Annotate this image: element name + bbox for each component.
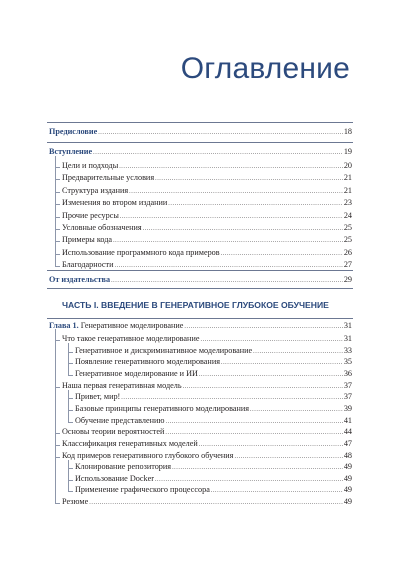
toc-entry[interactable] <box>75 368 352 380</box>
tree-line <box>68 343 69 375</box>
toc-entry[interactable] <box>75 415 352 427</box>
entry-page: 36 <box>343 368 352 378</box>
entry-page: 25 <box>343 235 352 245</box>
entry-page: 18 <box>343 127 352 136</box>
part-title: ВВЕДЕНИЕ В ГЕНЕРАТИВНОЕ ГЛУБОКОЕ ОБУЧЕНИЕ <box>101 300 329 310</box>
entry-label: От издательства <box>49 275 111 284</box>
entry-page: 23 <box>343 198 352 208</box>
dot-leader <box>98 127 343 139</box>
entry-page: 33 <box>343 345 352 355</box>
tree-line <box>68 422 73 423</box>
tree-line <box>55 156 56 266</box>
tree-line <box>55 266 60 267</box>
entry-label: Наша первая генеративная модель <box>62 380 182 390</box>
entry-label: Изменения во втором издании <box>62 198 168 208</box>
entry-page: 39 <box>343 403 352 413</box>
entry-label: Прочие ресурсы <box>62 210 119 220</box>
dot-leader <box>184 321 342 333</box>
entry-label: Предисловие <box>49 127 98 136</box>
entry-page: 35 <box>343 357 352 367</box>
entry-page: 24 <box>343 210 352 220</box>
dot-leader <box>120 211 343 223</box>
toc-entry-intro[interactable] <box>49 146 352 158</box>
tree-line <box>68 390 69 422</box>
entry-label: Вступление <box>49 147 93 156</box>
entry-label: Резюме <box>62 497 89 507</box>
entry-label: Основы теории вероятностей <box>62 427 165 437</box>
toc-entry[interactable] <box>62 172 352 184</box>
entry-label: Появление генеративного моделирования <box>75 357 220 367</box>
entry-label: Код примеров генеративного глубокого обучения <box>62 450 234 460</box>
divider <box>47 142 353 143</box>
toc-entry[interactable] <box>62 333 352 345</box>
entry-label: Структура издания <box>62 185 129 195</box>
entry-page: 26 <box>343 247 352 257</box>
toc-entry[interactable] <box>62 450 352 462</box>
tree-line <box>68 491 73 492</box>
toc-entry[interactable] <box>62 222 352 234</box>
entry-label: Условные обозначения <box>62 223 142 232</box>
entry-label: Использование Docker <box>75 473 154 483</box>
toc-entry-preface[interactable] <box>49 126 352 138</box>
dot-leader <box>93 147 343 159</box>
toc-entry[interactable] <box>62 185 352 197</box>
entry-page: 37 <box>343 380 352 390</box>
toc-entry[interactable] <box>62 380 352 392</box>
toc-entry[interactable] <box>62 197 352 209</box>
toc-entry[interactable] <box>75 473 352 485</box>
tree-line <box>68 460 69 492</box>
entry-label: Примеры кода <box>62 235 113 245</box>
part-prefix: ЧАСТЬ I. <box>62 300 99 310</box>
entry-page: 21 <box>343 185 352 195</box>
entry-label: Классификация генеративных моделей <box>62 438 198 448</box>
entry-page: 49 <box>343 462 352 472</box>
tree-line <box>55 329 56 503</box>
toc-entry[interactable] <box>62 210 352 222</box>
entry-label: Привет, мир! <box>75 392 121 402</box>
entry-label: Базовые принципы генеративного моделирования <box>75 403 250 413</box>
entry-label: Что такое генеративное моделирование <box>62 334 200 343</box>
dot-leader <box>89 497 343 509</box>
chapter-prefix: Глава 1. <box>49 321 79 330</box>
part-heading <box>62 300 329 310</box>
page-title: Оглавление <box>180 52 350 85</box>
entry-page: 31 <box>343 321 352 330</box>
entry-page: 29 <box>343 275 352 284</box>
dot-leader <box>155 173 343 185</box>
chapter-title: Генеративное моделирование <box>80 321 184 330</box>
dot-leader <box>113 235 343 247</box>
toc-entry[interactable] <box>75 403 352 415</box>
entry-page: 20 <box>343 161 352 170</box>
entry-label: Использование программного кода примеров <box>62 247 220 257</box>
tree-line <box>68 375 73 376</box>
entry-label: Генеративное и дискриминативное моделирование <box>75 345 253 355</box>
toc-entry[interactable] <box>62 160 352 172</box>
entry-page: 21 <box>343 173 352 183</box>
toc-entry-publisher[interactable] <box>49 274 352 286</box>
entry-page: 25 <box>343 223 352 232</box>
entry-page: 37 <box>343 392 352 402</box>
entry-page: 49 <box>343 497 352 507</box>
entry-label: Генеративное моделирование и ИИ <box>75 368 198 378</box>
dot-leader <box>143 223 343 235</box>
dot-leader <box>129 186 343 198</box>
entry-page: 19 <box>343 147 352 156</box>
divider <box>47 122 353 123</box>
toc-entry[interactable] <box>75 356 352 368</box>
divider <box>47 318 353 319</box>
entry-label: Цели и подходы <box>62 161 119 170</box>
entry-label: Благодарности <box>62 260 114 270</box>
entry-label: Клонирование репозитория <box>75 462 172 472</box>
entry-page: 44 <box>343 427 352 437</box>
toc-entry-chapter-1[interactable] <box>49 320 352 332</box>
entry-label: Предварительные условия <box>62 173 155 183</box>
entry-page: 49 <box>343 473 352 483</box>
entry-page: 31 <box>343 334 352 343</box>
divider <box>47 288 353 289</box>
toc-entry[interactable] <box>62 426 352 438</box>
entry-page: 49 <box>343 485 352 495</box>
entry-page: 47 <box>343 438 352 448</box>
entry-label: Обучение представлению <box>75 415 165 425</box>
dot-leader <box>168 198 343 210</box>
entry-label: Применение графического процессора <box>75 485 210 495</box>
dot-leader <box>119 161 343 173</box>
toc-entry[interactable] <box>75 391 352 403</box>
toc-entry[interactable] <box>75 484 352 496</box>
divider <box>47 270 353 271</box>
entry-page: 48 <box>343 450 352 460</box>
toc-entry[interactable] <box>75 461 352 473</box>
toc-entry[interactable] <box>75 345 352 357</box>
dot-leader <box>221 248 343 260</box>
toc-entry[interactable] <box>62 438 352 450</box>
entry-page: 41 <box>343 415 352 425</box>
dot-leader <box>111 275 343 287</box>
toc-entry[interactable] <box>62 234 352 246</box>
tree-line <box>55 503 60 504</box>
toc-entry[interactable] <box>62 247 352 259</box>
entry-page: 27 <box>343 260 352 270</box>
toc-entry[interactable] <box>62 496 352 508</box>
